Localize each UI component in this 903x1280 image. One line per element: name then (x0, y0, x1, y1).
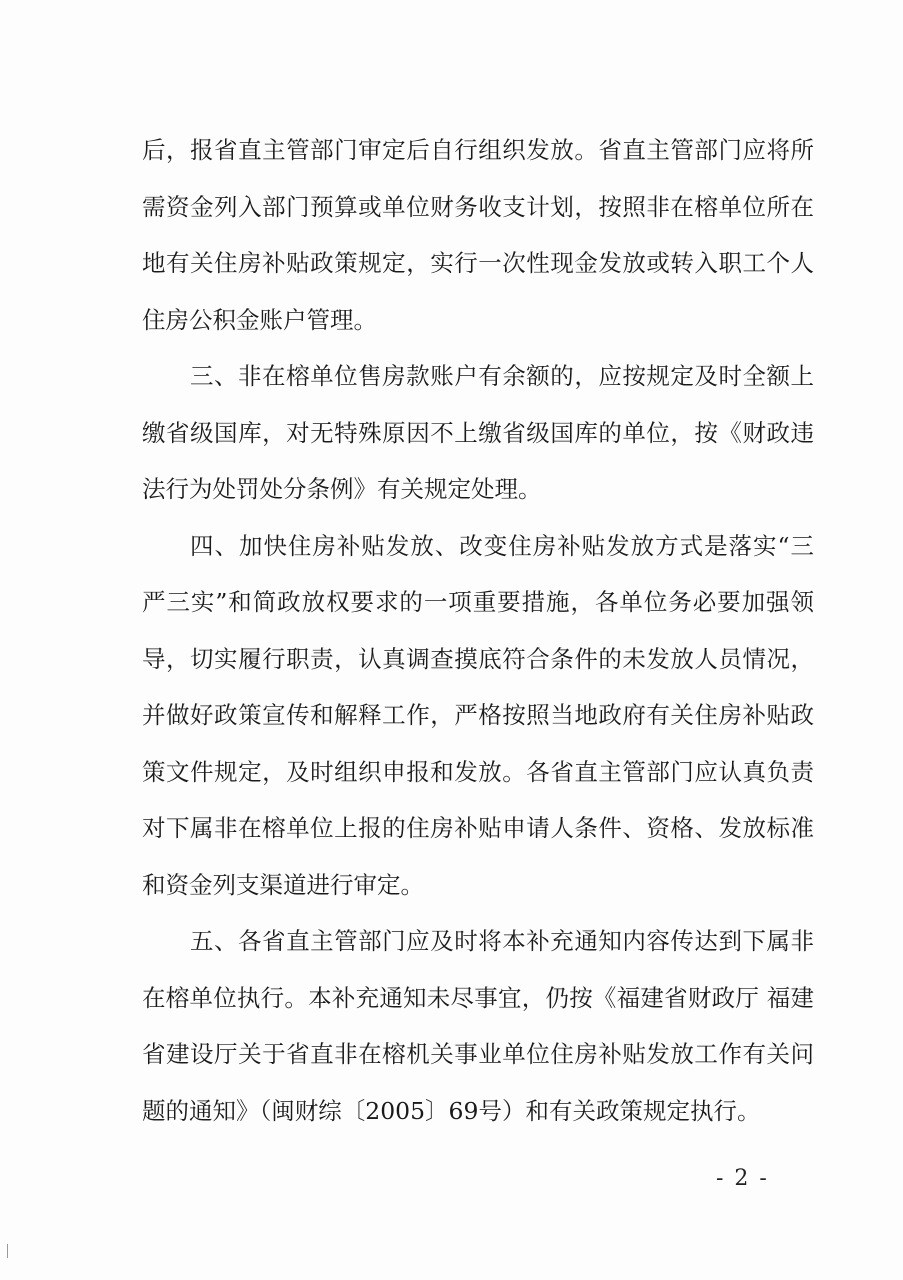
paragraph-five-line: 五、各省直主管部门应及时将本补充通知内容传达到下属非 (190, 927, 814, 955)
text-line: 策文件规定，及时组织申报和发放。各省直主管部门应认真负责 (142, 757, 814, 786)
paragraph-four-line: 四、加快住房补贴发放、改变住房补贴发放方式是落实“三 (190, 531, 814, 560)
text-line: 导，切实履行职责，认真调查摸底符合条件的未发放人员情况， (142, 644, 814, 673)
text-line: 法行为处罚处分条例》有关规定处理。 (142, 475, 542, 503)
text-line: 需资金列入部门预算或单位财务收支计划，按照非在榕单位所在 (142, 192, 814, 221)
text-line: 和资金列支渠道进行审定。 (142, 870, 424, 899)
text-line: 题的通知》（闽财综〔2005〕69号）和有关政策规定执行。 (142, 1096, 761, 1125)
text-line: 省建设厅关于省直非在榕机关事业单位住房补贴发放工作有关问 (142, 1040, 814, 1068)
paragraph-three-line: 三、非在榕单位售房款账户有余额的，应按规定及时全额上 (190, 362, 814, 390)
text-line: 缴省级国库，对无特殊原因不上缴省级国库的单位，按《财政违 (142, 418, 814, 447)
text-line: 严三实”和简政放权要求的一项重要措施，各单位务必要加强领 (142, 588, 814, 616)
page-number: - 2 - (716, 1166, 769, 1191)
text-line: 地有关住房补贴政策规定，实行一次性现金发放或转入职工个人 (142, 249, 814, 277)
text-line: 在榕单位执行。本补充通知未尽事宜，仍按《福建省财政厅 福建 (142, 983, 814, 1012)
scan-edge-mark (7, 1244, 8, 1258)
document-body (142, 122, 814, 1139)
text-line: 住房公积金账户管理。 (142, 305, 377, 334)
text-line: 并做好政策宣传和解释工作，严格按照当地政府有关住房补贴政 (142, 701, 814, 729)
text-line: 对下属非在榕单位上报的住房补贴申请人条件、资格、发放标准 (142, 814, 814, 842)
text-line: 后，报省直主管部门审定后自行组织发放。省直主管部门应将所 (142, 136, 814, 164)
